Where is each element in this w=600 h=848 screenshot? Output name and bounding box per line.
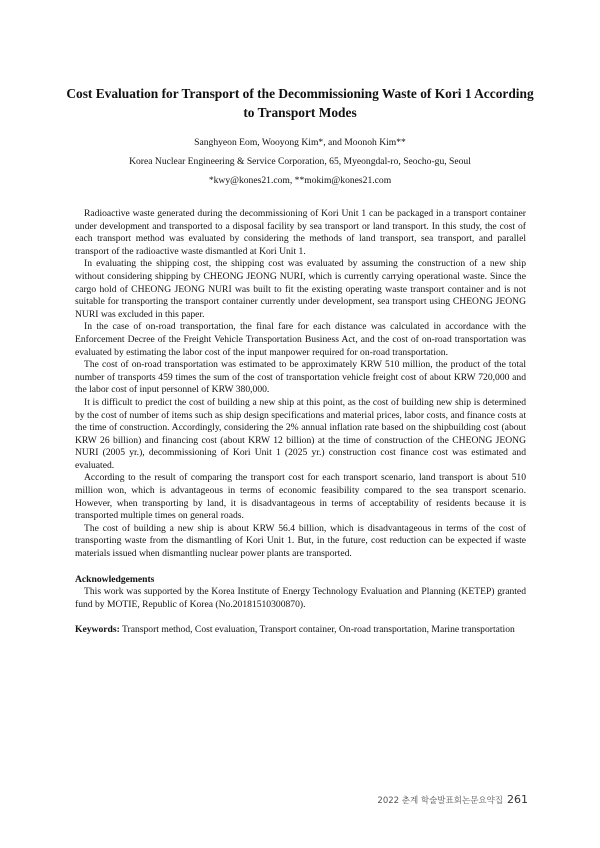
keywords-list: Transport method, Cost evaluation, Transport container, On-road transportation, Marine transportation — [122, 624, 515, 636]
paragraph-4: The cost of on-road transportation was estimated to be approximately KRW 510 million, the product of the total number of transports 459 times the sum of the cost of transportation vehicle freight cost of about KRW 720,000 and the labor cost of input personnel of KRW 380,000. — [75, 359, 526, 396]
paper-title — [60, 84, 540, 122]
title-line-2: to Transport Modes — [243, 105, 357, 120]
proceedings-name: 2022 춘계 학술발표회논문요약집 — [377, 796, 503, 806]
paragraph-5: It is difficult to predict the cost of building a new ship at this point, as the cost of building new ship is determined by the cost of number of items such as ship design specifications and material prices, labor costs, and finance costs at the time of construction. Accordingly, considering the 2% annual inflation rate based on the shipbuilding cost (about KRW 26 billion) and financing cost (about KRW 12 billion) at the time of construction of the CHEONG JEONG NURI (2005 yr.), decommissioning of Kori Unit 1 (2025 yr.) construction cost finance cost was estimated and evaluated. — [75, 396, 526, 471]
page-number: 261 — [507, 793, 528, 806]
author-list: Sanghyeon Eom, Wooyong Kim*, and Moonoh Kim** — [194, 137, 406, 148]
paragraph-3: In the case of on-road transportation, the final fare for each distance was calculated in accordance with the Enforcement Decree of the Freight Vehicle Transportation Business Act, and the cost of on-road transportation was evaluated by estimating the labor cost of the input manpower required for on-road transportation. — [75, 321, 526, 358]
email-addresses: *kwy@kones21.com, **mokim@kones21.com — [208, 175, 392, 186]
keywords-label: Keywords: — [75, 624, 120, 636]
paragraph-6: According to the result of comparing the transport cost for each transport scenario, land transport is about 510 million won, which is advantageous in terms of economic feasibility compared to the sea transport scenario. However, when transporting by land, it is disadvantageous in terms of acceptability of residents because it is transported multiple times on general roads. — [75, 472, 526, 522]
page-footer — [377, 793, 528, 806]
keywords-section — [75, 624, 526, 637]
affiliation: Korea Nuclear Engineering & Service Corporation, 65, Myeongdal-ro, Seocho-gu, Seoul — [129, 156, 471, 167]
paragraph-1: Radioactive waste generated during the decommissioning of Kori Unit 1 can be packaged in a transport container under development and transported to a disposal facility by sea transport or land transport. In this study, the cost of each transport method was evaluated by considering the methods of land transport, sea transport, and parallel transport of the radioactive waste dismantled at Kori Unit 1. — [75, 208, 526, 257]
paragraph-7: The cost of building a new ship is about KRW 56.4 billion, which is disadvantageous in terms of the cost of transporting waste from the dismantling of Kori Unit 1. But, in the future, cost reduction can be expected if waste materials issued when dismantling nuclear power plants are transported. — [75, 522, 526, 560]
acknowledgements-text: This work was supported by the Korea Institute of Energy Technology Evaluation and Planning (KETEP) granted fund by MOTIE, Republic of Korea (No.20181510300870). — [75, 586, 526, 610]
acknowledgements-heading: Acknowledgements — [75, 573, 155, 585]
paragraph-2: In evaluating the shipping cost, the shipping cost was evaluated by assuming the construction of a new ship without considering shipping by CHEONG JEONG NURI, which is currently carrying operational waste. Since the cargo hold of CHEONG JEONG NURI was built to fit the existing operating waste transport container and is not suitable for transporting the transport container currently under development, sea transport using CHEONG JEONG NURI was excluded in this paper. — [75, 258, 526, 320]
title-line-1: Cost Evaluation for Transport of the Decommissioning Waste of Kori 1 According — [66, 86, 534, 101]
abstract-body — [75, 208, 526, 637]
